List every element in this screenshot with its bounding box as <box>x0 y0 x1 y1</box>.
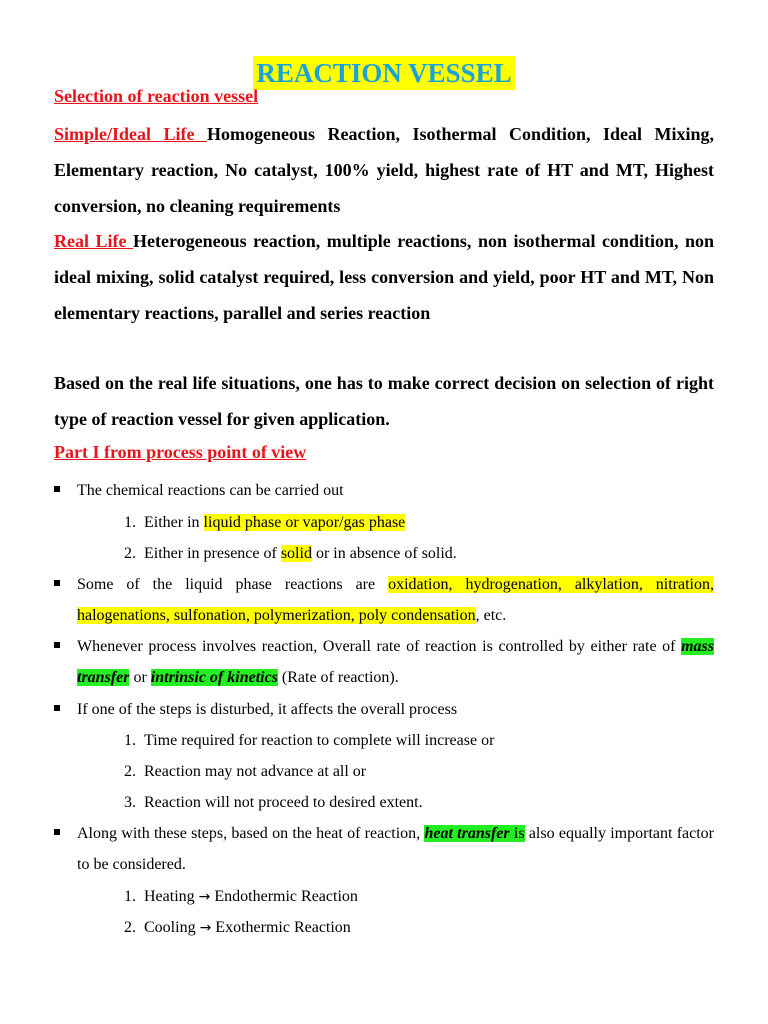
highlight-green: intrinsic of kinetics <box>150 669 278 686</box>
simple-life-paragraph <box>54 117 714 224</box>
text-run: , etc. <box>475 607 507 624</box>
real-life-text <box>54 224 714 331</box>
simple-life-text <box>54 117 714 224</box>
bullet-3 <box>54 631 714 693</box>
item-text-tail: or in absence of solid. <box>311 545 457 562</box>
item-number: 1. <box>124 514 136 531</box>
bullet-2-text <box>77 569 714 631</box>
bullet-1 <box>54 475 714 506</box>
item-text: Exothermic Reaction <box>211 919 351 936</box>
bullet-4-text: If one of the steps is disturbed, it affects the overall process <box>77 701 458 718</box>
b1-item-1 <box>124 507 405 538</box>
selection-heading: Selection of reaction vessel <box>54 86 259 106</box>
item-text: Either in presence of <box>144 545 281 562</box>
highlight-yellow: oxidation, hydrogenation, alkylation, nitration, halogenations, sulfonation, polymerization, poly condensation <box>77 576 714 624</box>
bullet-2 <box>54 569 714 631</box>
highlight-green-tail: is <box>509 825 525 842</box>
page-title: REACTION VESSEL <box>253 56 514 90</box>
b5-item-2 <box>124 912 351 944</box>
item-number: 2. <box>124 919 136 936</box>
based-paragraph <box>54 366 714 438</box>
bullet-1-text: The chemical reactions can be carried out <box>77 482 344 499</box>
bullet-square-icon <box>54 642 60 648</box>
bullet-square-icon <box>54 486 60 492</box>
bullet-3-text <box>77 631 714 693</box>
simple-life-label: Simple/Ideal Life <box>54 124 207 144</box>
b5-item-1 <box>124 881 358 913</box>
bullet-4 <box>54 694 714 725</box>
bullet-square-icon <box>54 829 60 835</box>
text-run: or <box>129 669 151 686</box>
item-number: 2. <box>124 763 136 780</box>
simple-life-body: Homogeneous Reaction, Isothermal Condition, Ideal Mixing, Elementary reaction, No catalyst, 100% yield, highest rate of HT and MT, Highest conversion, no cleaning requirements <box>54 124 714 216</box>
text-run: Whenever process involves reaction, Overall rate of reaction is controlled by either rate of <box>77 638 682 655</box>
item-text: Either in <box>144 514 204 531</box>
text-run: Along with these steps, based on the heat of reaction, <box>77 825 425 842</box>
bullet-5-text <box>77 818 714 880</box>
right-arrow-icon: → <box>199 920 212 936</box>
b1-item-2 <box>124 538 457 569</box>
highlight-yellow: solid <box>280 545 312 562</box>
title-area <box>0 0 768 90</box>
based-text: Based on the real life situations, one has to make correct decision on selection of right type of reaction vessel for given application. <box>54 373 714 429</box>
bullet-square-icon <box>54 705 60 711</box>
part1-heading-block <box>54 442 714 463</box>
real-life-paragraph <box>54 224 714 331</box>
real-life-label: Real Life <box>54 231 133 251</box>
text-run: Some of the liquid phase reactions are <box>77 576 389 593</box>
text-run: also equally important factor to be considered. <box>77 825 715 873</box>
item-text: Cooling <box>144 919 200 936</box>
item-text: Time required for reaction to complete will increase or <box>144 732 495 749</box>
b4-item-1 <box>124 725 494 756</box>
item-number: 1. <box>124 732 136 749</box>
highlight-yellow: liquid phase or vapor/gas phase <box>203 514 406 531</box>
item-text: Reaction may not advance at all or <box>144 763 367 780</box>
b4-item-3 <box>124 787 423 818</box>
bullet-5 <box>54 818 714 880</box>
item-number: 3. <box>124 794 136 811</box>
bullet-square-icon <box>54 580 60 586</box>
item-number: 1. <box>124 888 136 905</box>
b4-item-2 <box>124 756 366 787</box>
selection-heading-block <box>54 86 714 107</box>
item-text: Endothermic Reaction <box>210 888 358 905</box>
highlight-green: mass transfer <box>77 638 714 686</box>
part1-heading: Part I from process point of view <box>54 442 307 462</box>
text-run: (Rate of reaction). <box>277 669 399 686</box>
item-number: 2. <box>124 545 136 562</box>
real-life-body: Heterogeneous reaction, multiple reactions, non isothermal condition, non ideal mixing, solid catalyst required, less conversion and yield, poor HT and MT, Non elementary reactions, parallel and series reaction <box>54 231 714 323</box>
right-arrow-icon: → <box>198 889 211 905</box>
highlight-green: heat transfer <box>424 825 510 842</box>
item-text: Heating <box>144 888 199 905</box>
item-text: Reaction will not proceed to desired extent. <box>144 794 423 811</box>
